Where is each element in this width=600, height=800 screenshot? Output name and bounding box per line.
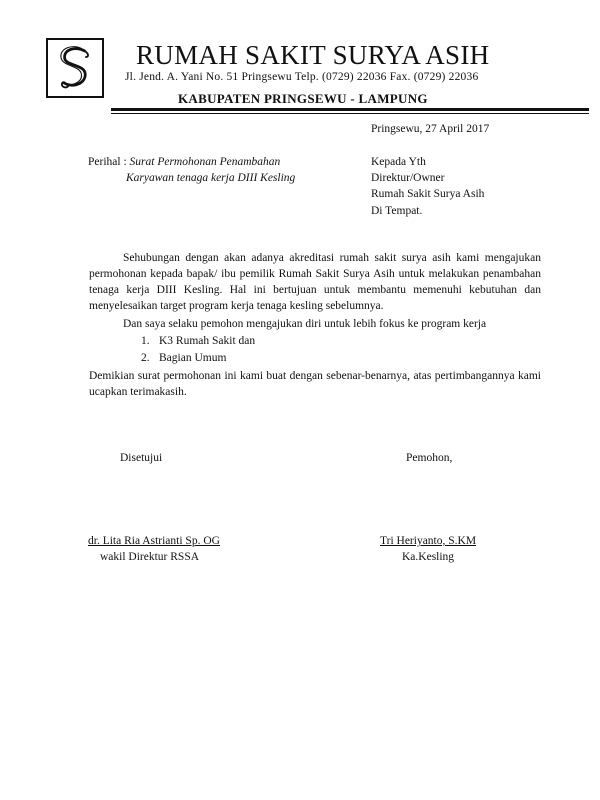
applicant-label: Pemohon, [406,452,453,464]
applicant-title: Ka.Kesling [402,551,455,563]
recipient-line: Direktur/Owner [371,172,445,184]
recipient-line: Di Tempat. [371,205,423,217]
applicant-name: Tri Heriyanto, S.KM [380,535,477,547]
subject-label: Perihal : [88,156,127,168]
letterhead-divider-thin [111,113,589,114]
focus-item-number: 2. [141,352,150,364]
subject-line-1: Surat Permohonan Penambahan [129,156,281,168]
subject-line-2: Karyawan tenaga kerja DIII Kesling [126,172,296,184]
hospital-name: RUMAH SAKIT SURYA ASIH [136,40,490,70]
hospital-region: KABUPATEN PRINGSEWU - LAMPUNG [178,91,428,106]
approver-name: dr. Lita Ria Astrianti Sp. OG [88,535,220,547]
letterhead-divider-thick [111,108,589,111]
hospital-address: Jl. Jend. A. Yani No. 51 Pringsewu Telp. (0729) 22036 Fax. (0729) 22036 [125,71,479,83]
stylized-s-logo-icon [48,40,102,96]
focus-item-text: Bagian Umum [159,352,227,364]
body-paragraph: Sehubungan dengan akan adanya akreditasi rumah sakit surya asih kami mengajukan permohonan kepada bapak/ ibu pemilik Rumah Sakit Surya Asih untuk melakukan penambahan tenaga kerja DIII Kesling. Hal ini bertujuan untuk membantu memenuhi kebutuhan dan menyelesaikan target program kerja tenaga kesling sebelumnya. [89,252,541,312]
hospital-logo [46,38,104,98]
focus-sentence: Dan saya selaku pemohon mengajukan diri untuk lebih fokus ke program kerja [123,318,487,330]
focus-item-text: K3 Rumah Sakit dan [159,335,256,347]
subject-block [88,156,280,168]
recipient-line: Rumah Sakit Surya Asih [371,188,485,200]
approver-title: wakil Direktur RSSA [100,551,200,563]
letter-date: Pringsewu, 27 April 2017 [371,123,490,135]
approval-label: Disetujui [120,452,163,464]
closing-paragraph: Demikian surat permohonan ini kami buat dengan sebenar-benarnya, atas pertimbangannya kami ucapkan terimakasih. [89,370,541,398]
recipient-line: Kepada Yth [371,156,426,168]
focus-item-number: 1. [141,335,150,347]
